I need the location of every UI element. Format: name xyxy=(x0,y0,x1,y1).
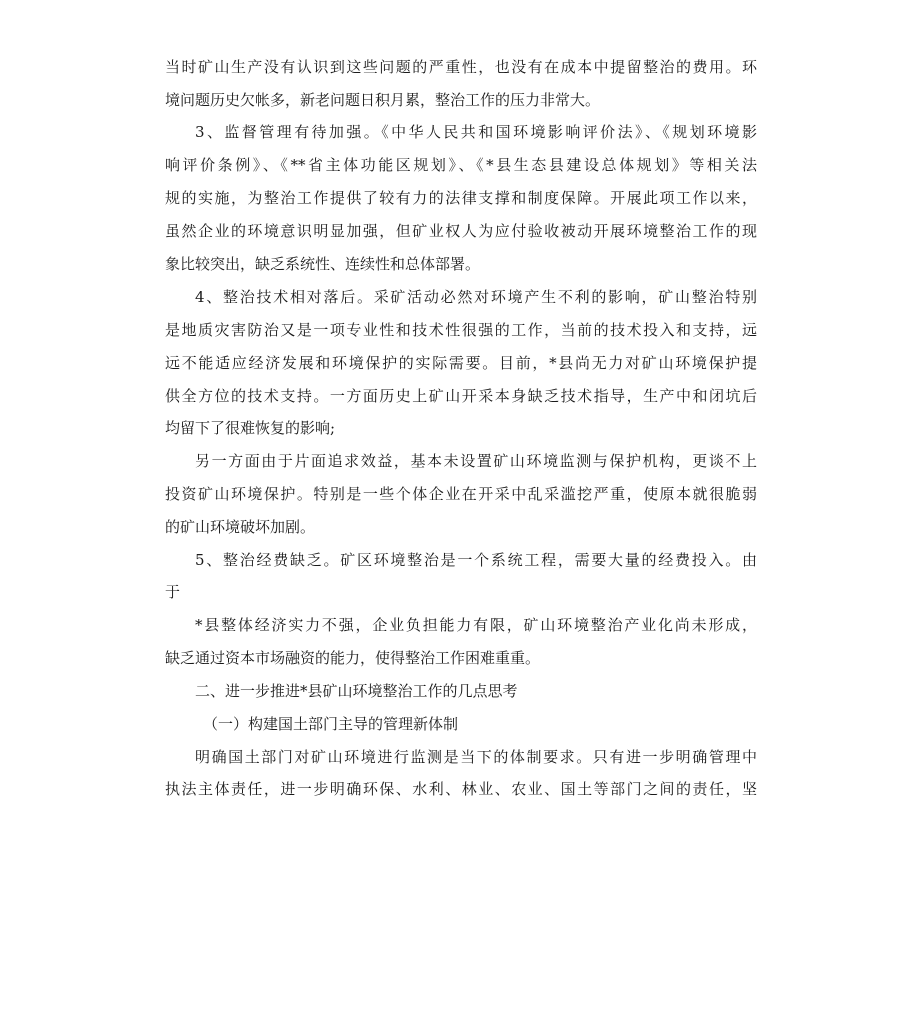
text-line: 5、整治经费缺乏。矿区环境整治是一个系统工程，需要大量的经费投入。由 xyxy=(195,551,757,569)
text-line: 虽然企业的环境意识明显加强，但矿业权人为应付验收被动开展环境整治工作的现 xyxy=(165,222,757,240)
subsection-heading: （一）构建国土部门主导的管理新体制 xyxy=(203,715,459,733)
text-line: 于 xyxy=(165,583,181,601)
text-line: 境问题历史欠帐多，新老问题日积月累，整治工作的压力非常大。 xyxy=(165,91,601,109)
text-line: 响评价条例》、《**省主体功能区规划》、《*县生态县建设总体规划》等相关法 xyxy=(165,156,757,174)
text-line: 4、整治技术相对落后。采矿活动必然对环境产生不利的影响，矿山整治特别 xyxy=(195,288,757,306)
text-line: 供全方位的技术支持。一方面历史上矿山开采本身缺乏技术指导，生产中和闭坑后 xyxy=(165,387,757,405)
text-line: 执法主体责任，进一步明确环保、水利、林业、农业、国土等部门之间的责任，坚 xyxy=(165,780,757,798)
text-line: 3、监督管理有待加强。《中华人民共和国环境影响评价法》、《规划环境影 xyxy=(195,123,757,141)
text-line: 远不能适应经济发展和环境保护的实际需要。目前，*县尚无力对矿山环境保护提 xyxy=(165,354,757,372)
text-line: 规的实施，为整治工作提供了较有力的法律支撑和制度保障。开展此项工作以来， xyxy=(165,189,757,207)
text-line: 另一方面由于片面追求效益，基本未设置矿山环境监测与保护机构，更谈不上 xyxy=(195,452,757,470)
text-line: 象比较突出，缺乏系统性、连续性和总体部署。 xyxy=(165,255,481,273)
text-line: 缺乏通过资本市场融资的能力，使得整治工作困难重重。 xyxy=(165,649,541,667)
text-line: 是地质灾害防治又是一项专业性和技术性很强的工作，当前的技术投入和支持，远 xyxy=(165,321,757,339)
text-line: *县整体经济实力不强，企业负担能力有限，矿山环境整治产业化尚未形成， xyxy=(195,616,757,634)
text-line: 的矿山环境破坏加剧。 xyxy=(165,518,316,536)
text-line: 明确国土部门对矿山环境进行监测是当下的体制要求。只有进一步明确管理中 xyxy=(195,748,757,766)
section-heading: 二、进一步推进*县矿山环境整治工作的几点思考 xyxy=(195,682,518,700)
text-line: 投资矿山环境保护。特别是一些个体企业在开采中乱采滥挖严重，使原本就很脆弱 xyxy=(165,485,757,503)
text-line: 均留下了很难恢复的影响; xyxy=(165,419,336,437)
text-line: 当时矿山生产没有认识到这些问题的严重性，也没有在成本中提留整治的费用。环 xyxy=(165,58,757,76)
